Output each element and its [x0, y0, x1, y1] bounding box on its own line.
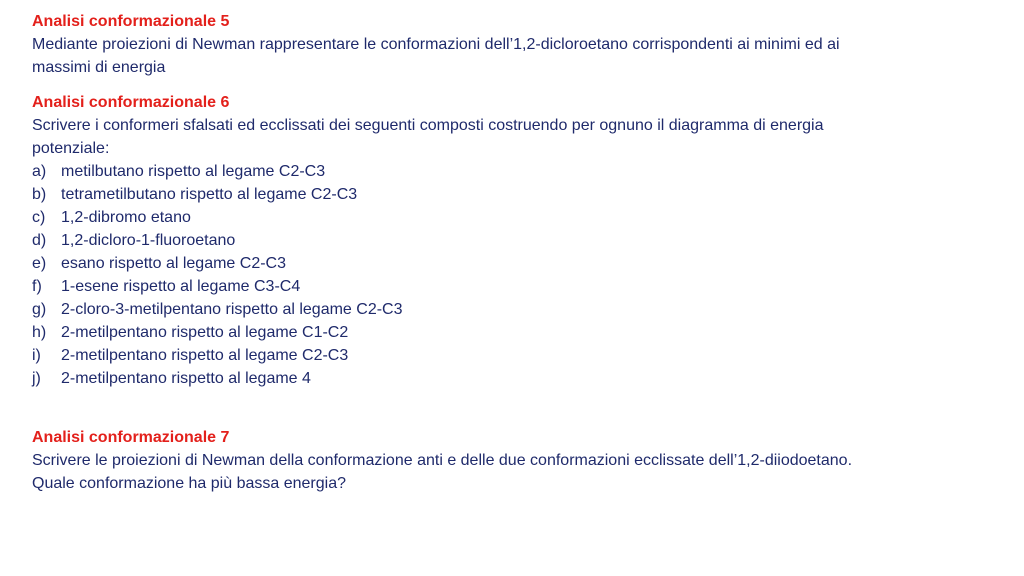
- exercise-text-line: Quale conformazione ha più bassa energia?: [32, 475, 346, 492]
- list-marker: f): [32, 278, 42, 295]
- list-item-text: 2-metilpentano rispetto al legame 4: [61, 370, 311, 387]
- list-item-text: esano rispetto al legame C2-C3: [61, 255, 287, 272]
- list-marker: e): [32, 255, 47, 272]
- exercise-text-line: Scrivere le proiezioni di Newman della conformazione anti e delle due conformazioni ecclissate dell’1,2-diiodoetano.: [32, 452, 853, 469]
- list-marker: j): [32, 370, 41, 387]
- exercise-text-line: Scrivere i conformeri sfalsati ed ecclissati dei seguenti composti costruendo per ognuno il diagramma di energia: [32, 117, 824, 134]
- list-item: [32, 229, 992, 252]
- list-item-text: 2-metilpentano rispetto al legame C2-C3: [61, 347, 349, 364]
- list-item-text: tetrametilbutano rispetto al legame C2-C3: [61, 186, 358, 203]
- list-marker: i): [32, 347, 41, 364]
- list-item-text: 1,2-dibromo etano: [61, 209, 191, 226]
- exercise-number: 5: [220, 13, 230, 30]
- list-item: [32, 206, 992, 229]
- list-item: [32, 275, 992, 298]
- exercise-title: Analisi conformazionale: [32, 94, 217, 111]
- list-item-text: metilbutano rispetto al legame C2-C3: [61, 163, 326, 180]
- exercise-text-line: Mediante proiezioni di Newman rappresentare le conformazioni dell’1,2-dicloroetano corrispondenti ai minimi ed ai: [32, 36, 840, 53]
- list-marker: h): [32, 324, 47, 341]
- list-item-text: 2-metilpentano rispetto al legame C1-C2: [61, 324, 349, 341]
- list-item: [32, 344, 992, 367]
- list-marker: g): [32, 301, 47, 318]
- exercise-7: [32, 426, 992, 495]
- exercise-text-line: massimi di energia: [32, 59, 166, 76]
- exercise-title: Analisi conformazionale: [32, 429, 217, 446]
- list-item-text: 1-esene rispetto al legame C3-C4: [61, 278, 301, 295]
- exercise-heading: [32, 91, 992, 114]
- list-item: [32, 298, 992, 321]
- list-marker: c): [32, 209, 46, 226]
- exercise-heading: [32, 10, 992, 33]
- list-marker: a): [32, 163, 47, 180]
- list-item: [32, 252, 992, 275]
- list-item: [32, 183, 992, 206]
- exercise-title: Analisi conformazionale: [32, 13, 217, 30]
- compound-list: [32, 160, 992, 390]
- exercise-number: 6: [220, 94, 230, 111]
- exercise-heading: [32, 426, 992, 449]
- exercise-6: [32, 91, 992, 390]
- exercise-number: 7: [220, 429, 230, 446]
- list-item: [32, 367, 992, 390]
- list-marker: b): [32, 186, 47, 203]
- exercise-5: [32, 10, 992, 79]
- list-item: [32, 160, 992, 183]
- slide-content: [32, 10, 992, 495]
- list-marker: d): [32, 232, 47, 249]
- exercise-text-line: potenziale:: [32, 140, 110, 157]
- list-item: [32, 321, 992, 344]
- list-item-text: 2-cloro-3-metilpentano rispetto al legame C2-C3: [61, 301, 403, 318]
- list-item-text: 1,2-dicloro-1-fluoroetano: [61, 232, 236, 249]
